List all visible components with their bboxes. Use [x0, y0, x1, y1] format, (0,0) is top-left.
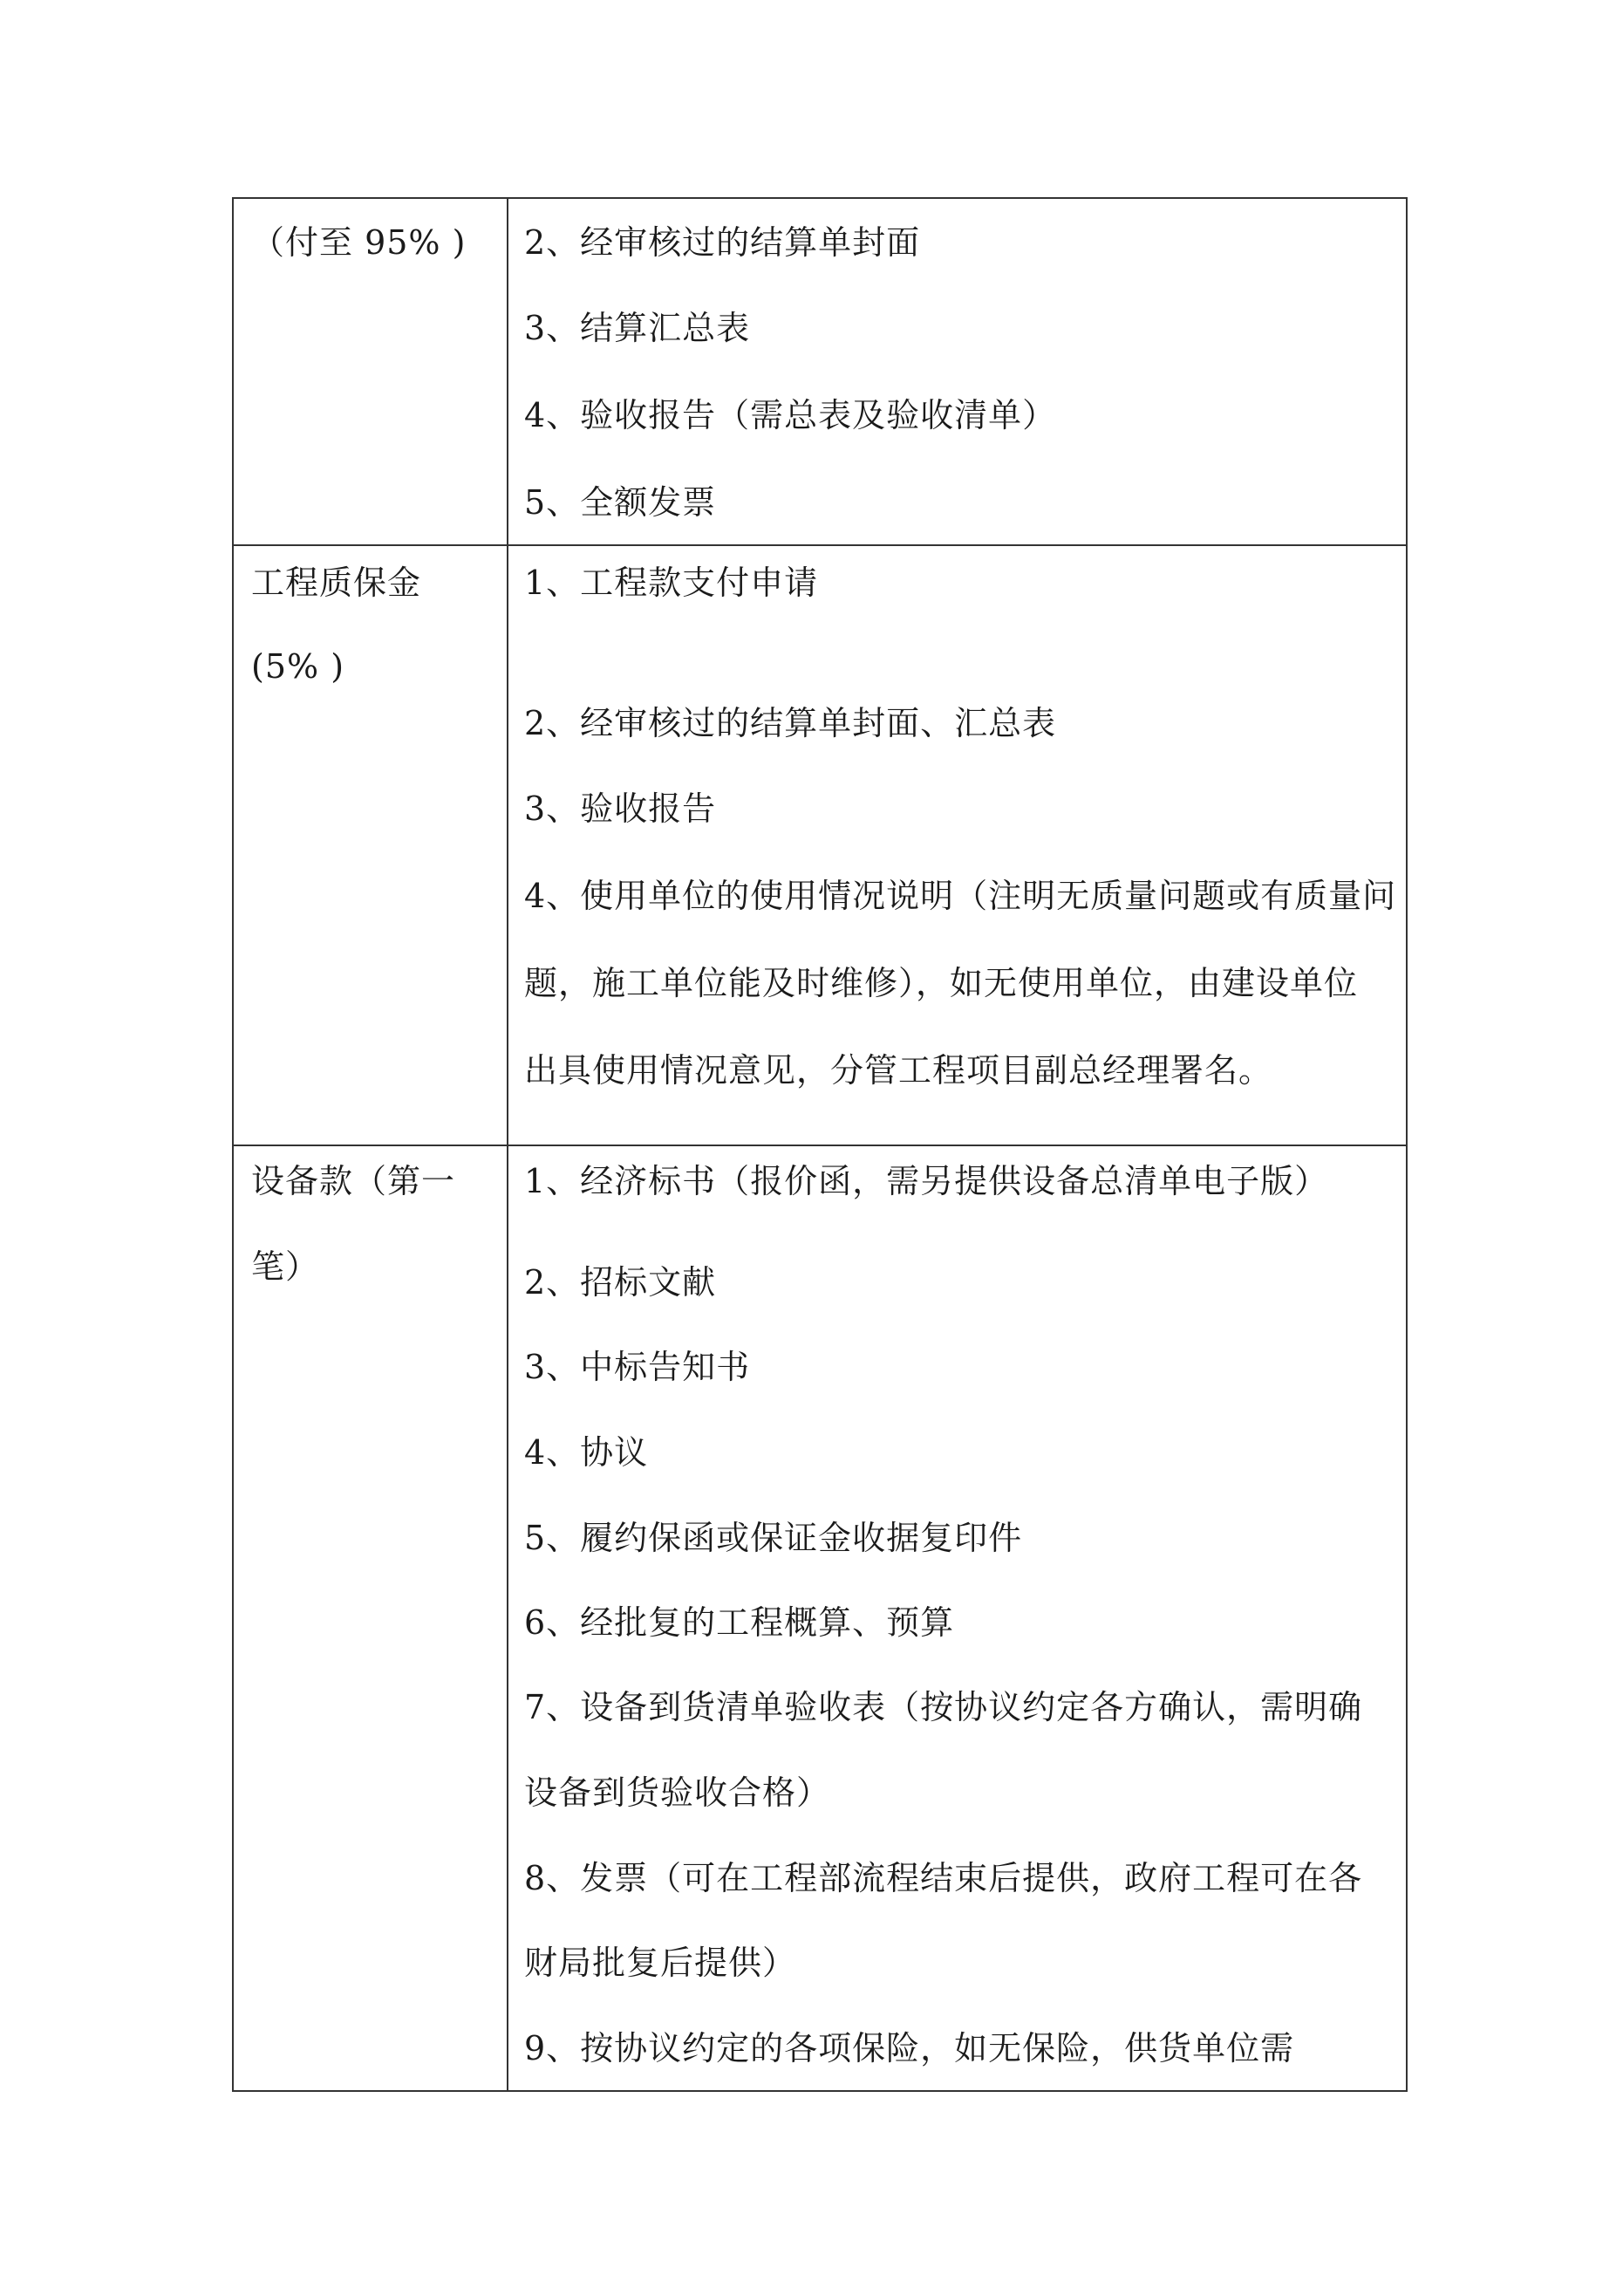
item-text: 6、经批复的工程概算、预算	[524, 1603, 955, 1642]
item-text: 1、经济标书（报价函，需另提供设备总清单电子版）	[524, 1162, 1329, 1200]
item-text: 8、发票（可在工程部流程结束后提供，政府工程可在各	[524, 1859, 1363, 1897]
item-text: 2、招标文献	[524, 1263, 717, 1302]
item-text: 4、使用单位的使用情况说明（注明无质量问题或有质量问	[524, 877, 1397, 915]
content-cell	[508, 198, 1407, 545]
item-text: 2、经审核过的结算单封面、汇总表	[524, 704, 1057, 742]
content-cell	[508, 1145, 1407, 2091]
label-cell	[233, 1145, 508, 2091]
item-text: 出具使用情况意见，分管工程项目副总经理署名。	[524, 1051, 1273, 1090]
label-text: 工程质保金	[251, 564, 422, 602]
item-text: 5、履约保函或保证金收据复印件	[524, 1519, 1023, 1557]
item-text: 3、结算汇总表	[524, 309, 751, 347]
item-text: 5、全额发票	[524, 483, 717, 522]
table-row	[233, 198, 1407, 545]
label-text: (5% )	[251, 647, 345, 686]
item-text: 4、验收报告（需总表及验收清单）	[524, 396, 1057, 434]
item-text: 4、协议	[524, 1433, 649, 1472]
table-row	[233, 545, 1407, 1145]
item-text: 3、中标告知书	[524, 1348, 751, 1386]
table-row	[233, 1145, 1407, 2091]
item-text: 3、验收报告	[524, 789, 717, 828]
label-cell	[233, 545, 508, 1145]
item-text: 设备到货验收合格）	[524, 1773, 831, 1812]
item-text: 9、按协议约定的各项保险，如无保险，供货单位需	[524, 2029, 1295, 2067]
document-table	[232, 197, 1408, 2092]
item-text: 财局批复后提供）	[524, 1944, 797, 1982]
label-cell	[233, 198, 508, 545]
label-text: （付至 95% )	[251, 223, 467, 262]
label-text: 笔）	[251, 1247, 320, 1286]
label-text: 设备款（第一	[251, 1162, 456, 1200]
item-text: 7、设备到货清单验收表（按协议约定各方确认，需明确	[524, 1688, 1363, 1726]
item-text: 2、经审核过的结算单封面	[524, 223, 921, 262]
item-text: 1、工程款支付申请	[524, 564, 819, 602]
content-cell	[508, 545, 1407, 1145]
item-text: 题，施工单位能及时维修），如无使用单位，由建设单位	[524, 964, 1359, 1002]
